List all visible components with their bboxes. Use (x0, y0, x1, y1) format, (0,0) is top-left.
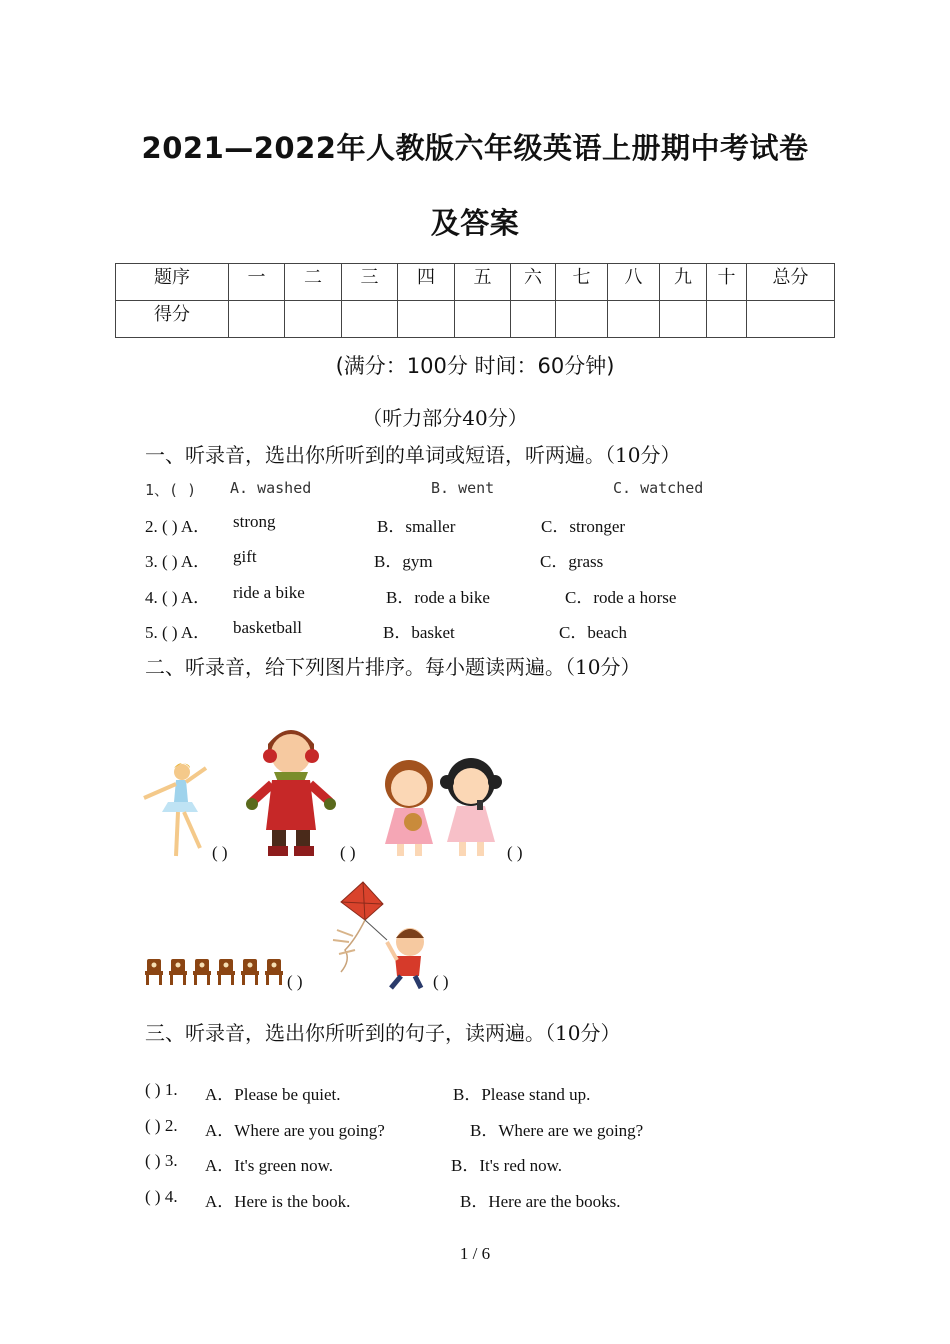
option-c[interactable]: C. watched (613, 479, 704, 497)
full-marks-note: (满分：100分 时间：60分钟) (335, 354, 615, 378)
question-number: ( ) 4. (145, 1187, 178, 1206)
score-cell: 题序 (116, 264, 229, 301)
score-entry[interactable] (747, 301, 835, 338)
option-b[interactable]: B．It's red now. (451, 1156, 563, 1175)
score-cell: 五 (455, 264, 511, 301)
answer-blank[interactable]: ( ) (340, 843, 356, 862)
question-number: 1、( ) (145, 481, 197, 499)
score-entry[interactable] (707, 301, 747, 338)
score-entry[interactable] (608, 301, 660, 338)
question-number: 2. ( ) A． (145, 517, 211, 536)
option-b[interactable]: B．Where are we going? (470, 1121, 644, 1140)
score-entry[interactable] (342, 301, 398, 338)
section1-heading: 一、听录音，选出你所听到的单词或短语，听两遍。（10分） (145, 443, 681, 467)
listening-part-label: （听力部分40分） (362, 406, 528, 430)
score-entry[interactable] (229, 301, 285, 338)
question-number: 5. ( ) A． (145, 623, 211, 642)
score-entry[interactable] (455, 301, 511, 338)
option-a[interactable]: ride a bike (233, 583, 305, 602)
option-b[interactable]: B．basket (383, 623, 455, 642)
score-cell: 总分 (747, 264, 835, 301)
page-title: 2021—2022年人教版六年级英语上册期中考试卷 (141, 131, 809, 165)
score-cell: 一 (229, 264, 285, 301)
page-number: 1 / 6 (459, 1244, 491, 1263)
option-b[interactable]: B．Please stand up. (453, 1085, 591, 1104)
chairs-image (145, 957, 285, 987)
option-a[interactable]: A．Where are you going? (205, 1121, 385, 1140)
score-entry[interactable] (556, 301, 608, 338)
score-cell: 三 (342, 264, 398, 301)
boy-flying-kite-image (325, 880, 435, 990)
score-entry[interactable] (660, 301, 707, 338)
question-number: 3. ( ) A． (145, 552, 211, 571)
score-cell: 四 (398, 264, 455, 301)
score-cell: 十 (707, 264, 747, 301)
page-title-continued: 及答案 (430, 206, 520, 240)
option-b[interactable]: B．gym (374, 552, 433, 571)
score-cell: 二 (285, 264, 342, 301)
question-number: ( ) 2. (145, 1116, 178, 1135)
option-a[interactable]: A. washed (230, 479, 312, 497)
answer-blank[interactable]: ( ) (287, 972, 303, 991)
ballet-dancer-image (140, 760, 215, 860)
option-b[interactable]: B．rode a bike (386, 588, 490, 607)
score-row-label: 得分 (116, 301, 229, 338)
option-c[interactable]: C．rode a horse (565, 588, 677, 607)
option-a[interactable]: A．Here is the book. (205, 1192, 351, 1211)
option-c[interactable]: C．stronger (541, 517, 626, 536)
answer-blank[interactable]: ( ) (433, 972, 449, 991)
section2-heading: 二、听录音，给下列图片排序。每小题读两遍。（10分） (145, 655, 641, 679)
option-c[interactable]: C．beach (559, 623, 627, 642)
score-table-header-row (116, 264, 835, 301)
question-number: 4. ( ) A． (145, 588, 211, 607)
option-c[interactable]: C．grass (540, 552, 604, 571)
option-a[interactable]: basketball (233, 618, 302, 637)
score-entry[interactable] (511, 301, 556, 338)
score-table-score-row (116, 301, 835, 338)
option-b[interactable]: B．Here are the books. (460, 1192, 621, 1211)
score-entry[interactable] (398, 301, 455, 338)
section3-heading: 三、听录音，选出你所听到的句子，读两遍。（10分） (145, 1021, 621, 1045)
option-b[interactable]: B. went (431, 479, 495, 497)
option-a[interactable]: strong (233, 512, 276, 531)
score-entry[interactable] (285, 301, 342, 338)
score-cell: 七 (556, 264, 608, 301)
boy-winter-coat-image (246, 722, 336, 858)
option-b[interactable]: B．smaller (377, 517, 456, 536)
option-a[interactable]: A．Please be quiet. (205, 1085, 341, 1104)
question-number: ( ) 3. (145, 1151, 178, 1170)
score-table (115, 263, 835, 338)
option-a[interactable]: gift (233, 547, 257, 566)
option-a[interactable]: A．It's green now. (205, 1156, 334, 1175)
score-cell: 六 (511, 264, 556, 301)
answer-blank[interactable]: ( ) (212, 843, 228, 862)
girls-singing-image (375, 756, 503, 860)
answer-blank[interactable]: ( ) (507, 843, 523, 862)
score-cell: 八 (608, 264, 660, 301)
score-cell: 九 (660, 264, 707, 301)
question-number: ( ) 1. (145, 1080, 178, 1099)
